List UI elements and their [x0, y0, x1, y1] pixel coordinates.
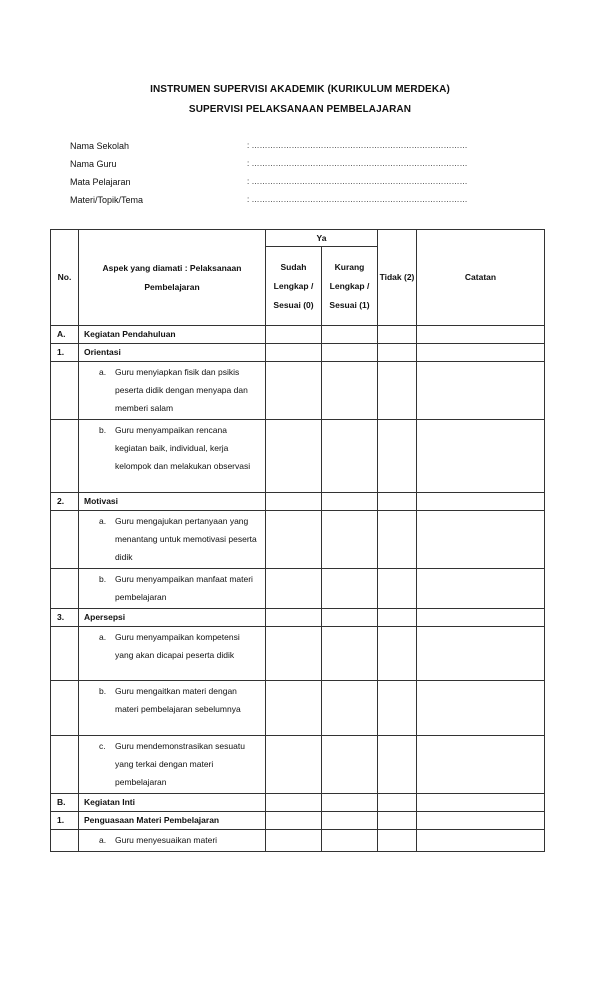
score-tidak-cell: [378, 326, 417, 344]
score-tidak-cell: [378, 493, 417, 511]
item-text: Guru menyiapkan fisik dan psikis peserta didik dengan menyapa dan memberi salam: [115, 367, 248, 413]
identity-blank: : ………………………………………………………………………: [247, 195, 468, 204]
header-ya: Ya: [266, 230, 378, 247]
score-tidak-cell: [378, 830, 417, 852]
catatan-cell: [417, 362, 545, 420]
aspect-item: [79, 736, 266, 794]
table-row: [51, 627, 545, 681]
score-tidak-cell: [378, 511, 417, 569]
score-kurang-cell: [322, 569, 378, 609]
item-text: Guru menyampaikan manfaat materi pembelajaran: [115, 574, 253, 602]
catatan-cell: [417, 736, 545, 794]
table-row: [51, 812, 545, 830]
identity-label: Materi/Topik/Tema: [70, 195, 144, 205]
table-row: [51, 609, 545, 627]
table-row: [51, 362, 545, 420]
catatan-cell: [417, 569, 545, 609]
row-number: 1.: [51, 344, 79, 362]
score-kurang-cell: [322, 830, 378, 852]
row-number: 2.: [51, 493, 79, 511]
catatan-cell: [417, 326, 545, 344]
score-tidak-cell: [378, 569, 417, 609]
supervision-table: [50, 229, 545, 852]
section-heading: Kegiatan Pendahuluan: [79, 326, 266, 344]
row-number: B.: [51, 794, 79, 812]
item-letter: a.: [99, 367, 107, 377]
row-number-empty: [51, 362, 79, 420]
score-kurang-cell: [322, 362, 378, 420]
item-text: Guru mendemonstrasikan sesuatu yang terkai dengan materi pembelajaran: [115, 741, 245, 787]
header-no: No.: [51, 230, 79, 326]
row-number-empty: [51, 569, 79, 609]
identity-label: Nama Sekolah: [70, 141, 130, 151]
score-sudah-cell: [266, 326, 322, 344]
identity-label: Mata Pelajaran: [70, 177, 131, 187]
aspect-item: [79, 569, 266, 609]
score-kurang-cell: [322, 511, 378, 569]
catatan-cell: [417, 493, 545, 511]
item-text: Guru mengaitkan materi dengan materi pembelajaran sebelumnya: [115, 686, 241, 714]
table-row: [51, 681, 545, 736]
score-tidak-cell: [378, 812, 417, 830]
table-row: [51, 420, 545, 493]
header-sudah: Sudah Lengkap / Sesuai (0): [266, 247, 322, 326]
catatan-cell: [417, 627, 545, 681]
aspect-item: [79, 362, 266, 420]
identity-label: Nama Guru: [70, 159, 117, 169]
score-tidak-cell: [378, 794, 417, 812]
item-letter: b.: [99, 686, 107, 696]
score-tidak-cell: [378, 736, 417, 794]
identity-blank: : ………………………………………………………………………: [247, 159, 468, 168]
header-tidak: Tidak (2): [378, 230, 417, 326]
catatan-cell: [417, 511, 545, 569]
score-tidak-cell: [378, 344, 417, 362]
row-number-empty: [51, 681, 79, 736]
score-kurang-cell: [322, 609, 378, 627]
aspect-item: [79, 511, 266, 569]
score-kurang-cell: [322, 794, 378, 812]
document-subtitle: SUPERVISI PELAKSANAAN PEMBELAJARAN: [188, 104, 412, 115]
score-sudah-cell: [266, 511, 322, 569]
score-kurang-cell: [322, 344, 378, 362]
score-sudah-cell: [266, 609, 322, 627]
item-letter: c.: [99, 741, 106, 751]
item-letter: b.: [99, 425, 107, 435]
table-row: [51, 569, 545, 609]
score-sudah-cell: [266, 830, 322, 852]
score-tidak-cell: [378, 609, 417, 627]
score-kurang-cell: [322, 681, 378, 736]
score-kurang-cell: [322, 627, 378, 681]
catatan-cell: [417, 681, 545, 736]
score-sudah-cell: [266, 493, 322, 511]
item-letter: a.: [99, 835, 107, 845]
row-number-empty: [51, 627, 79, 681]
item-text: Guru menyampaikan kompetensi yang akan dicapai peserta didik: [115, 632, 240, 660]
score-sudah-cell: [266, 794, 322, 812]
table-row: [51, 511, 545, 569]
score-sudah-cell: [266, 569, 322, 609]
score-tidak-cell: [378, 420, 417, 493]
item-letter: b.: [99, 574, 107, 584]
header-catatan: Catatan: [417, 230, 545, 326]
section-heading: Apersepsi: [79, 609, 266, 627]
aspect-item: [79, 681, 266, 736]
header-kurang: Kurang Lengkap / Sesuai (1): [322, 247, 378, 326]
row-number-empty: [51, 736, 79, 794]
aspect-item: [79, 420, 266, 493]
table-row: [51, 830, 545, 852]
score-sudah-cell: [266, 344, 322, 362]
score-kurang-cell: [322, 420, 378, 493]
item-text: Guru menyampaikan rencana kegiatan baik, individual, kerja kelompok dan melakukan observasi: [115, 425, 251, 471]
catatan-cell: [417, 609, 545, 627]
catatan-cell: [417, 830, 545, 852]
section-heading: Kegiatan Inti: [79, 794, 266, 812]
document-title: INSTRUMEN SUPERVISI AKADEMIK (KURIKULUM MERDEKA): [150, 84, 450, 95]
score-sudah-cell: [266, 362, 322, 420]
identity-blank: : ………………………………………………………………………: [247, 141, 468, 150]
section-heading: Motivasi: [79, 493, 266, 511]
section-heading: Orientasi: [79, 344, 266, 362]
score-sudah-cell: [266, 627, 322, 681]
catatan-cell: [417, 794, 545, 812]
score-kurang-cell: [322, 326, 378, 344]
score-kurang-cell: [322, 736, 378, 794]
score-tidak-cell: [378, 681, 417, 736]
row-number-empty: [51, 830, 79, 852]
score-sudah-cell: [266, 420, 322, 493]
item-letter: a.: [99, 632, 107, 642]
header-aspect: Aspek yang diamati : Pelaksanaan Pembelajaran: [79, 230, 266, 326]
row-number: 1.: [51, 812, 79, 830]
row-number-empty: [51, 511, 79, 569]
table-row: [51, 493, 545, 511]
aspect-item: [79, 627, 266, 681]
identity-blank: : ………………………………………………………………………: [247, 177, 468, 186]
item-text: Guru menyesuaikan materi: [115, 835, 218, 845]
row-number: 3.: [51, 609, 79, 627]
catatan-cell: [417, 344, 545, 362]
table-body: [51, 326, 545, 852]
catatan-cell: [417, 812, 545, 830]
table-row: [51, 736, 545, 794]
score-kurang-cell: [322, 812, 378, 830]
section-heading: Penguasaan Materi Pembelajaran: [79, 812, 266, 830]
item-letter: a.: [99, 516, 107, 526]
score-sudah-cell: [266, 681, 322, 736]
catatan-cell: [417, 420, 545, 493]
table-row: [51, 794, 545, 812]
row-number-empty: [51, 420, 79, 493]
table-row: [51, 344, 545, 362]
row-number: A.: [51, 326, 79, 344]
aspect-item: [79, 830, 266, 852]
score-sudah-cell: [266, 812, 322, 830]
score-sudah-cell: [266, 736, 322, 794]
score-tidak-cell: [378, 627, 417, 681]
table-row: [51, 326, 545, 344]
item-text: Guru mengajukan pertanyaan yang menantang untuk memotivasi peserta didik: [115, 516, 257, 562]
score-tidak-cell: [378, 362, 417, 420]
score-kurang-cell: [322, 493, 378, 511]
